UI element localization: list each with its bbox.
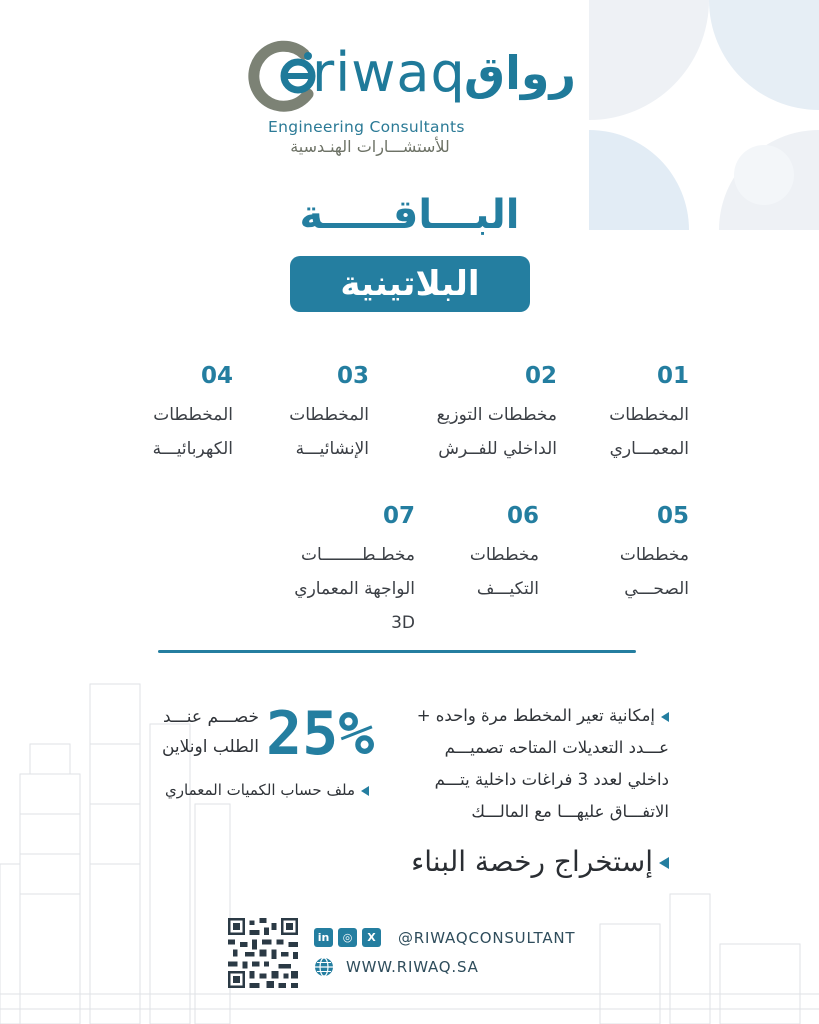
website-link[interactable]: WWW.RIWAQ.SA <box>346 958 479 976</box>
x-icon[interactable]: X <box>362 928 381 947</box>
service-label: المخططات المعمـــاري <box>609 405 689 459</box>
section-divider <box>158 650 636 653</box>
qr-code-icon[interactable] <box>228 918 298 988</box>
instagram-icon[interactable]: ◎ <box>338 928 357 947</box>
service-number: 06 <box>506 503 539 529</box>
service-item <box>255 502 415 640</box>
discount-text: خصـــم عنـــد الطلب اونلاين <box>161 707 259 757</box>
service-item <box>549 502 689 606</box>
bullet-icon <box>361 786 369 796</box>
service-label: مخطـطــــــــات الواجهة المعماري 3D <box>294 545 415 633</box>
bullet-icon <box>661 712 669 722</box>
globe-icon <box>314 957 334 977</box>
license-benefit: إستخراج رخصة البناء <box>339 840 669 884</box>
service-number: 03 <box>336 363 369 389</box>
modifications-benefit: إمكانية تعير المخطط مرة واحده + عـــدد التعديلات المتاحه تصميـــم داخلي لعدد 3 فراغات داخلية يتـــم الاتفـــاق عليهـــا مع المالـــك <box>416 706 669 821</box>
service-label: مخططات التكيـــف <box>469 545 539 599</box>
service-number: 04 <box>200 363 233 389</box>
logo-arabic-text: رواق <box>464 46 576 100</box>
service-item <box>549 362 689 466</box>
service-number: 05 <box>656 503 689 529</box>
service-number: 07 <box>382 503 415 529</box>
logo-latin-text: riwaq <box>312 41 466 104</box>
linkedin-icon[interactable]: in <box>314 928 333 947</box>
service-number: 01 <box>656 363 689 389</box>
social-handle[interactable]: @RIWAQCONSULTANT <box>398 929 576 947</box>
logo-tagline-en: Engineering Consultants <box>268 118 465 136</box>
service-label: المخططات الكهربائيـــة <box>152 405 233 459</box>
service-number: 02 <box>524 363 557 389</box>
service-item <box>399 502 539 606</box>
service-item <box>397 362 557 466</box>
logo-tagline-ar: للأستشـــارات الهنـدسية <box>290 137 450 156</box>
bullet-icon <box>659 857 669 869</box>
discount-value: 25% <box>266 699 375 769</box>
riwaq-logo <box>246 36 576 166</box>
service-label: مخططات الصحـــي <box>619 545 689 599</box>
package-name-badge: البلاتينية <box>290 256 530 312</box>
service-item <box>93 362 233 466</box>
service-label: مخططات التوزيع الداخلي للفــرش <box>436 405 557 459</box>
package-title: البـــاقـــــة <box>299 192 520 238</box>
quantities-benefit: ملف حساب الكميات المعماري <box>129 778 369 802</box>
service-label: المخططات الإنشائيـــة <box>289 405 369 459</box>
service-item <box>229 362 369 466</box>
